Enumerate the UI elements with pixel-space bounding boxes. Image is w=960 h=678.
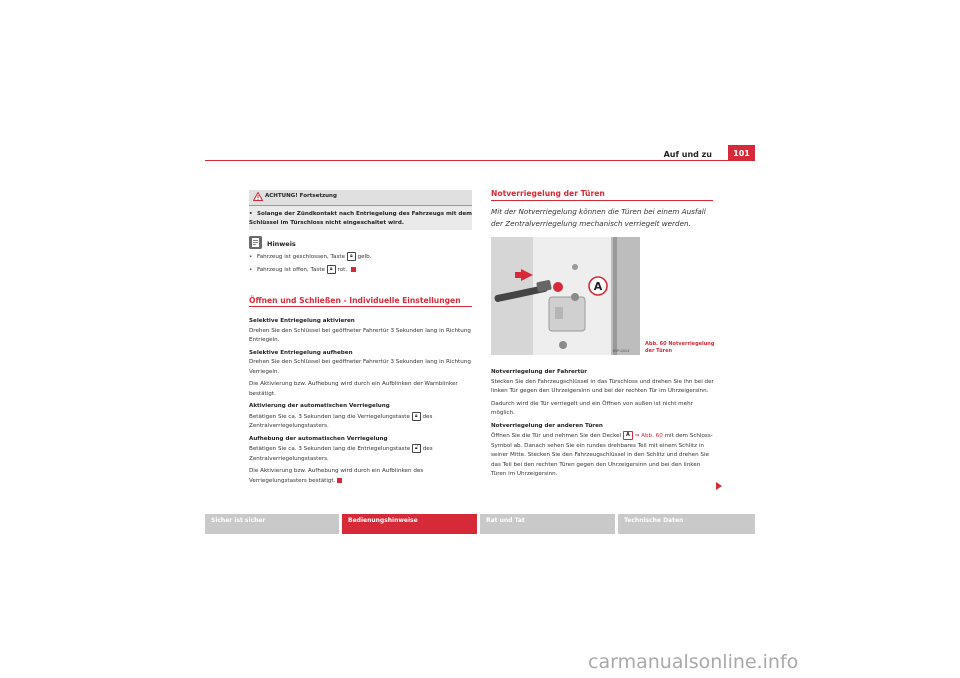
section-end-mark [337, 478, 342, 483]
warning-triangle-icon [253, 192, 263, 201]
lock-key-icon: 🔒︎ [412, 412, 421, 421]
note-bullet-1 [249, 252, 472, 263]
paragraph: Dadurch wird die Tür verriegelt und ein Öffnen von außen ist nicht mehr möglich. [491, 400, 693, 416]
heading-rule [249, 306, 472, 307]
emergency-lock-figure [491, 237, 640, 355]
tab-sicher-ist-sicher[interactable]: Sicher ist sicher [205, 514, 339, 534]
note-b1-post: gelb. [357, 254, 372, 260]
watermark: carmanualsonline.info [588, 651, 799, 673]
s3-post: des Zentralverriegelungstasters. [249, 413, 433, 429]
section-intro: Mit der Notverriegelung können die Türen bei einem Ausfall der Zentralverriegelung mechanisch verriegelt werden. [491, 207, 706, 228]
subheading: Notverriegelung der Fahrertür [491, 369, 587, 375]
heading-rule [491, 200, 713, 201]
bullet: • [249, 254, 253, 260]
caption-line-1: Abb. 60 Notverriegelung [645, 341, 715, 347]
figure-marker-a: A [593, 280, 603, 293]
s2-post: mit dem Schloss-Symbol ab. Danach sehen Sie ein rundes drehbares Teil mit einem Schlitz in seiner Mitte. Stecken Sie den Fahrzeugschlüssel in den Schlitz und drehen Sie das Teil bei den rechten Türen gegen den Uhrzeigersinn und bei den linken Türen im Uhrzeigersinn. [491, 433, 713, 477]
note-b1-pre: Fahrzeug ist geschlossen, Taste [257, 254, 346, 260]
paragraph: Drehen Sie den Schlüssel bei geöffneter Fahrertür 3 Sekunden lang in Richtung Verriegeln. [249, 359, 471, 375]
figure-reference-link[interactable]: ⇒ Abb. 60 [634, 433, 663, 439]
section-end-mark [351, 267, 356, 272]
caption-line-2: der Türen [645, 348, 673, 354]
paragraph [249, 444, 473, 464]
lock-key-icon: 🔒︎ [327, 265, 336, 274]
bullet: • [249, 267, 253, 273]
subheading: Notverriegelung der anderen Türen [491, 422, 603, 429]
figure-code: B5P-0024 [612, 349, 630, 353]
note-icon [249, 236, 262, 249]
note-b2-post: rot. [337, 267, 348, 273]
left-section-body [249, 317, 473, 486]
note-b2-pre: Fahrzeug ist offen, Taste [257, 267, 325, 273]
subheading: Aufhebung der automatischen Verriegelung [249, 435, 388, 442]
subheading: Aktivierung der automatischen Verriegelung [249, 403, 390, 409]
unlock-key-icon: 🔓︎ [412, 444, 421, 453]
note-label: Hinweis [267, 240, 296, 248]
s4-text2: Die Aktivierung bzw. Aufhebung wird durch ein Aufblinken des Verriegelungstasters bestätigt. [249, 468, 424, 484]
subheading: Selektive Entriegelung aufheben [249, 349, 353, 356]
section-heading-individual-settings: Öffnen und Schließen - Individuelle Einstellungen [249, 296, 461, 305]
paragraph [491, 431, 717, 480]
warning-text [249, 210, 472, 228]
paragraph: Die Aktivierung bzw. Aufhebung wird durch ein Aufblinken der Warnblinker bestätigt. [249, 381, 458, 397]
tab-technische-daten[interactable]: Technische Daten [618, 514, 755, 534]
note-bullet-2 [249, 265, 472, 276]
page-header-title: Auf und zu [663, 150, 712, 159]
s4-pre: Betätigen Sie ca. 3 Sekunden lang die Entriegelungstaste [249, 446, 411, 452]
bullet: • [249, 211, 253, 217]
tab-bedienungshinweise[interactable]: Bedienungshinweise [342, 514, 477, 534]
paragraph: Drehen Sie den Schlüssel bei geöffneter Fahrertür 3 Sekunden lang in Richtung Entriegeln. [249, 327, 471, 343]
paragraph [249, 412, 473, 432]
callout-marker-a: A [623, 431, 633, 440]
header-rule [205, 160, 728, 161]
tab-rat-und-tat[interactable]: Rat und Tat [480, 514, 615, 534]
warning-bullet-text: Solange der Zündkontakt nach Entriegelung des Fahrzeugs mit dem Schlüssel im Türschloss nicht eingeschaltet wird. [249, 211, 472, 226]
s4-post: des Zentralverriegelungstasters. [249, 446, 433, 462]
lock-key-icon: 🔒︎ [347, 252, 356, 261]
s2-pre: Öffnen Sie die Tür und nehmen Sie den Deckel [491, 433, 622, 439]
subheading: Selektive Entriegelung aktivieren [249, 318, 355, 324]
paragraph [249, 467, 473, 486]
page-number: 101 [728, 145, 755, 161]
section-heading-emergency-locking: Notverriegelung der Türen [491, 189, 605, 198]
figure-caption [645, 341, 720, 355]
paragraph: Stecken Sie den Fahrzeugschlüssel in das Türschloss und drehen Sie ihn bei der linken Tür gegen den Uhrzeigersinn und bei der rechten Tür im Uhrzeigersinn. [491, 378, 714, 394]
s3-pre: Betätigen Sie ca. 3 Sekunden lang die Verriegelungstaste [249, 413, 410, 420]
right-section-body [491, 368, 717, 480]
next-page-arrow-icon[interactable] [714, 481, 724, 491]
warning-label: ACHTUNG! Fortsetzung [265, 193, 337, 199]
